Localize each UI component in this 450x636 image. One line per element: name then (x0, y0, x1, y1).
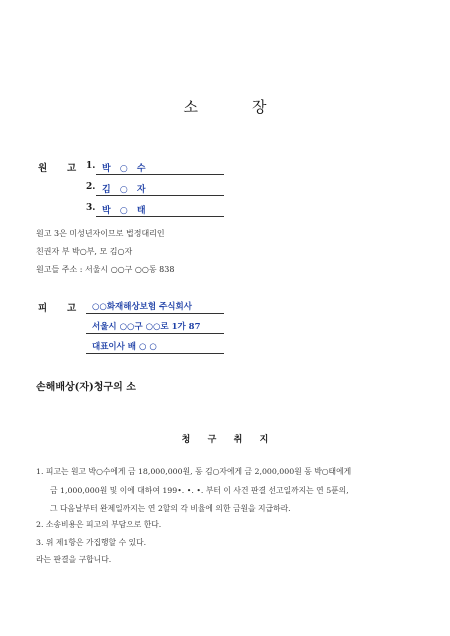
plaintiff-note-2: 친권자 부 박○부, 모 김○자 (36, 247, 133, 256)
heading-char-1: 청 (181, 435, 191, 445)
claim-line-3: 그 다음날부터 완제일까지는 연 2할의 각 비율에 의한 금원을 지급하라. (50, 504, 291, 513)
title-char-1: 소 (183, 98, 198, 116)
plaintiff-1-underline (96, 174, 224, 175)
defendant-representative: 대표이사 배 ○ ○ (92, 342, 157, 352)
defendant-address: 서울시 ○○구 ○○로 1가 87 (92, 322, 201, 332)
plaintiff-3-underline (96, 216, 224, 217)
plaintiff-address: 원고들 주소 : 서울시 ○○구 ○○동 838 (36, 265, 175, 274)
heading-char-2: 구 (207, 435, 217, 445)
defendant-line-2-underline (86, 333, 224, 334)
title-char-2: 장 (252, 98, 267, 116)
heading-char-3: 취 (233, 435, 243, 445)
plaintiff-2-underline (96, 195, 224, 196)
plaintiff-1-number: 1. (86, 161, 96, 171)
plaintiff-3-name: 박 ○ 태 (102, 206, 149, 216)
case-title: 손해배상(자)청구의 소 (36, 382, 136, 393)
plaintiff-2-name: 김 ○ 자 (102, 185, 149, 195)
claim-line-4: 2. 소송비용은 피고의 부담으로 한다. (36, 520, 162, 529)
plaintiff-role-char-2: 고 (67, 163, 77, 174)
claim-closing: 라는 판결을 구합니다. (36, 555, 112, 564)
defendant-line-3-underline (86, 353, 224, 354)
plaintiff-3-number: 3. (86, 203, 96, 213)
plaintiff-role-char-1: 원 (38, 163, 48, 174)
plaintiff-2-number: 2. (86, 182, 96, 192)
plaintiff-note-1: 원고 3은 미성년자이므로 법정대리인 (36, 229, 165, 238)
defendant-company: ○○화재해상보험 주식회사 (92, 302, 192, 312)
document-title (0, 96, 450, 117)
claim-line-1: 1. 피고는 원고 박○수에게 금 18,000,000원, 동 김○자에게 금 2,000,000원 동 박○태에게 (36, 467, 352, 476)
defendant-role-char-1: 피 (38, 303, 48, 314)
defendant-role-char-2: 고 (67, 303, 77, 314)
defendant-line-1-underline (86, 313, 224, 314)
claim-line-2: 금 1,000,000원 및 이에 대하여 199•. •. •. 부터 이 사건 판결 선고일까지는 연 5푼의, (50, 486, 349, 495)
plaintiff-1-name: 박 ○ 수 (102, 164, 149, 174)
heading-char-4: 지 (259, 435, 269, 445)
claim-section-heading (0, 432, 450, 445)
claim-line-5: 3. 위 제1항은 가집행할 수 있다. (36, 538, 147, 547)
